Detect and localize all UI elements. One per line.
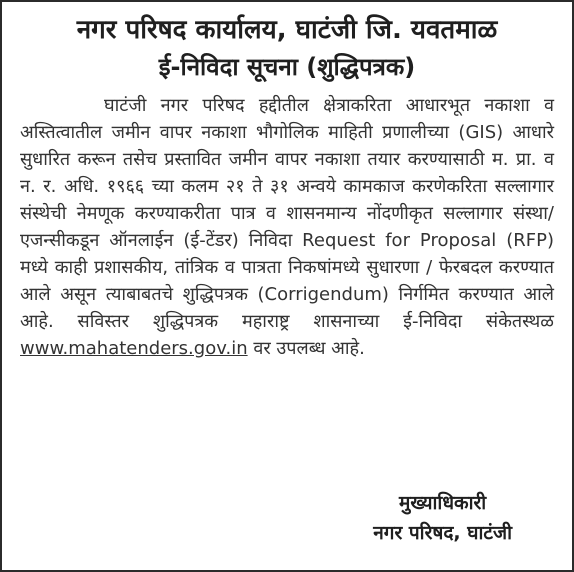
- notice-subtitle: ई-निविदा सूचना (शुद्धिपत्रक): [158, 53, 416, 81]
- notice-body: [20, 92, 554, 362]
- signature-designation: मुख्याधिकारी: [399, 492, 487, 514]
- signature-block: [373, 488, 512, 548]
- notice-body-text: घाटंजी नगर परिषद हद्दीतील क्षेत्राकरिता आधारभूत नकाशा व अस्तित्वातील जमीन वापर नकाशा भौगोलिक माहिती प्रणालीच्या (GIS) आधारे सुधारित करून तसेच प्रस्तावित जमीन वापर नकाशा तयार करण्यासाठी म. प्रा. व न. र. अधि. १९६६ च्या कलम २१ ते ३१ अन्वये कामकाज करणेकरिता सल्लागार संस्थेची नेमणूक करण्याकरीता पात्र व शासनमान्य नोंदणीकृत सल्लागार संस्था/एजन्सीकडून ऑनलाईन (ई-टेंडर) निविदा Request for Proposal (RFP) मध्ये काही प्रशासकीय, तांत्रिक व पात्रता निकषांमध्ये सुधारणा / फेरबदल करण्यात आले असून त्याबाबतचे शुद्धिपत्रक (Corrigendum) निर्गमित करण्यात आले आहे. सविस्तर शुद्धिपत्रक महाराष्ट्र शासनाच्या ई-निविदा संकेतस्थळ: [20, 95, 554, 332]
- notice-title: नगर परिषद कार्यालय, घाटंजी जि. यवतमाळ: [76, 15, 498, 45]
- website-link[interactable]: www.mahatenders.gov.in: [20, 338, 248, 359]
- signature-office: नगर परिषद, घाटंजी: [373, 522, 512, 544]
- notice-body-suffix: वर उपलब्ध आहे.: [247, 338, 365, 359]
